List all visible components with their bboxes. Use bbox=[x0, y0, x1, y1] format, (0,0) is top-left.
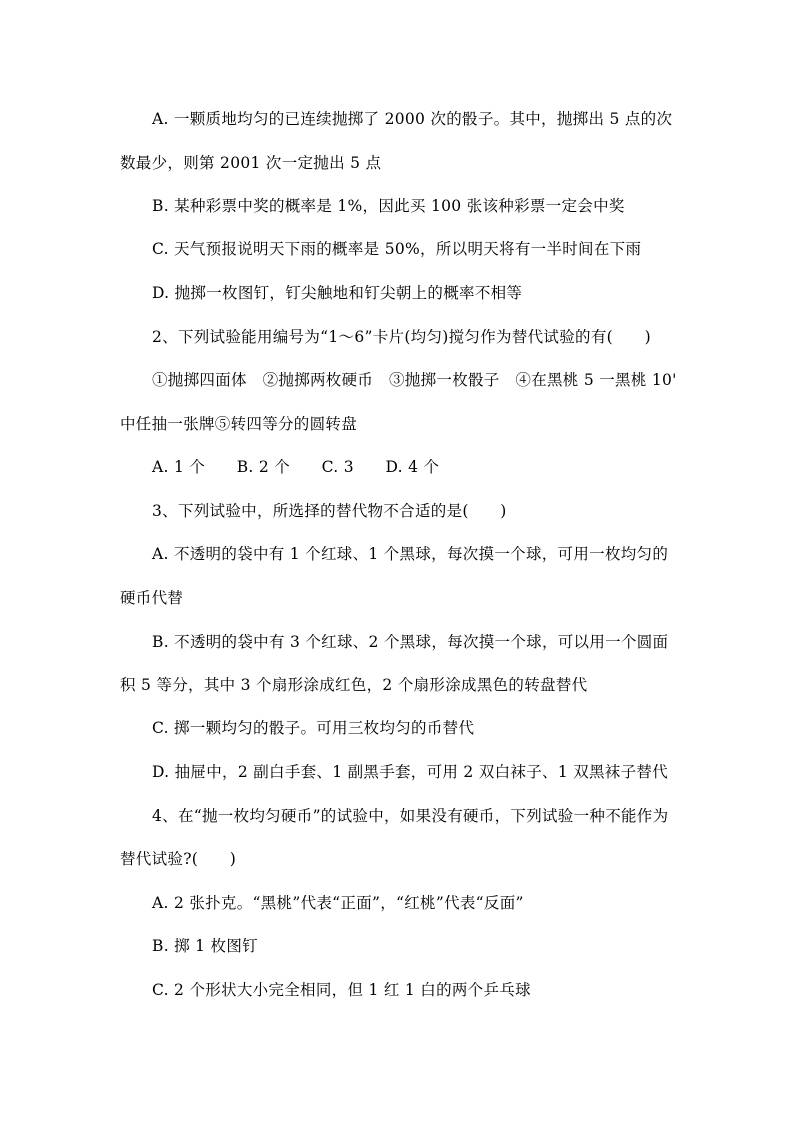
q3-option-a-line-2: 硬币代替 bbox=[120, 589, 184, 607]
q4-option-c: C. 2 个形状大小完全相同，但 1 红 1 白的两个乒乓球 bbox=[152, 981, 531, 999]
q2-choices-line-1: ①抛掷四面体 ②抛掷两枚硬币 ③抛掷一枚骰子 ④在黑桃 5 一黑桃 10' bbox=[152, 371, 677, 389]
q3-option-b-line-1: B. 不透明的袋中有 3 个红球、2 个黑球，每次摸一个球，可以用一个圆面 bbox=[152, 633, 669, 651]
q3-option-b-line-2: 积 5 等分，其中 3 个扇形涂成红色，2 个扇形涂成黑色的转盘替代 bbox=[120, 676, 588, 694]
q1-option-b: B. 某种彩票中奖的概率是 1%，因此买 100 张该种彩票一定会中奖 bbox=[152, 197, 625, 215]
q1-option-a-line-2: 数最少，则第 2001 次一定抛出 5 点 bbox=[120, 154, 382, 172]
q2-stem: 2、下列试验能用编号为“1～6”卡片(均匀)搅匀作为替代试验的有( ) bbox=[152, 328, 651, 346]
q3-option-a-line-1: A. 不透明的袋中有 1 个红球、1 个黑球，每次摸一个球，可用一枚均匀的 bbox=[152, 545, 669, 563]
q4-stem-line-1: 4、在“抛一枚均匀硬币”的试验中，如果没有硬币，下列试验一种不能作为 bbox=[152, 807, 669, 825]
q3-option-c: C. 掷一颗均匀的骰子。可用三枚均匀的币替代 bbox=[152, 719, 475, 737]
q3-option-d: D. 抽屉中，2 副白手套、1 副黑手套，可用 2 双白袜子、1 双黑袜子替代 bbox=[152, 763, 669, 781]
q1-option-d: D. 抛掷一枚图钉，钉尖触地和钉尖朝上的概率不相等 bbox=[152, 284, 523, 302]
q4-stem-line-2: 替代试验?( ) bbox=[120, 850, 237, 868]
q4-option-b: B. 掷 1 枚图钉 bbox=[152, 937, 258, 955]
q1-option-a-line-1: A. 一颗质地均匀的已连续抛掷了 2000 次的骰子。其中，抛掷出 5 点的次 bbox=[152, 110, 673, 128]
q2-options: A. 1 个 B. 2 个 C. 3 D. 4 个 bbox=[152, 458, 440, 476]
q1-option-c: C. 天气预报说明天下雨的概率是 50%，所以明天将有一半时间在下雨 bbox=[152, 240, 642, 258]
q3-stem: 3、下列试验中，所选择的替代物不合适的是( ) bbox=[152, 502, 507, 520]
q2-choices-line-2: 中任抽一张牌⑤转四等分的圆转盘 bbox=[120, 415, 358, 433]
q4-option-a: A. 2 张扑克。“黑桃”代表“正面”，“红桃”代表“反面” bbox=[152, 894, 524, 912]
